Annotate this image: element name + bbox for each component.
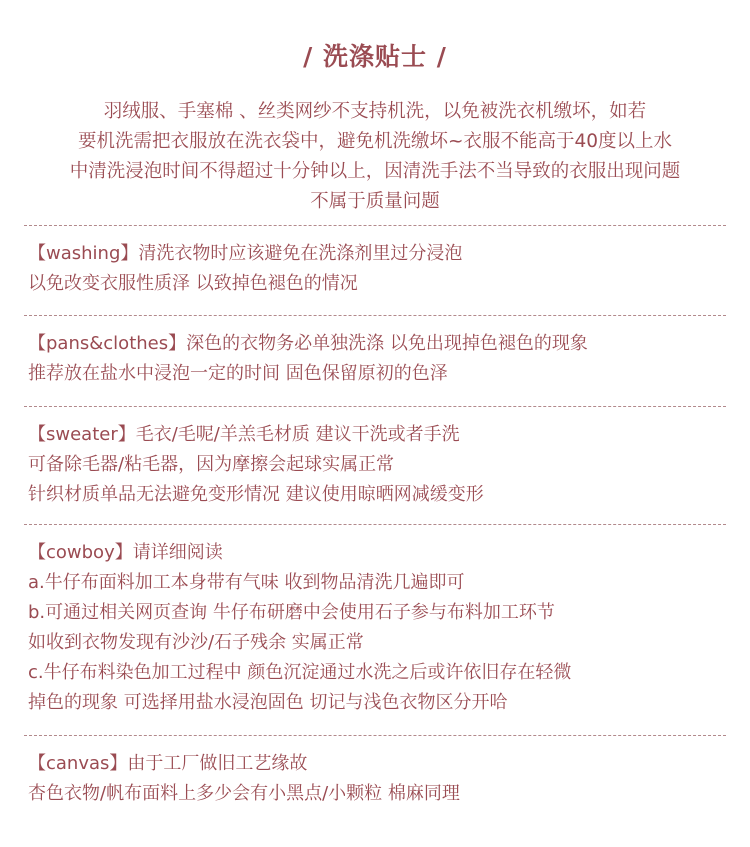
dashed-divider <box>24 315 726 316</box>
canvas-section <box>28 749 730 809</box>
washing-section <box>28 239 730 299</box>
section-line: 以免改变衣服性质泽 以致掉色褪色的情况 <box>28 273 358 294</box>
intro-line: 要机洗需把衣服放在洗衣袋中，避免机洗缴坏~衣服不能高于40度以上水 <box>77 131 673 152</box>
sweater-section <box>28 420 730 510</box>
dashed-divider <box>24 406 726 407</box>
section-line: 【canvas】由于工厂做旧工艺缘故 <box>28 753 308 774</box>
section-line: b.可通过相关网页查询 牛仔布研磨中会使用石子参与布料加工环节 <box>28 602 555 623</box>
section-line: 【pans&clothes】深色的衣物务必单独洗涤 以免出现掉色褪色的现象 <box>28 333 588 354</box>
section-line: 可备除毛器/粘毛器，因为摩擦会起球实属正常 <box>28 454 395 475</box>
section-line: c.牛仔布料染色加工过程中 颜色沉淀通过水洗之后或许依旧存在轻微 <box>28 662 572 683</box>
section-line: 【sweater】毛衣/毛呢/羊羔毛材质 建议干洗或者手洗 <box>28 424 460 445</box>
intro-paragraph <box>20 97 730 217</box>
intro-line: 不属于质量问题 <box>310 191 440 212</box>
section-line: 推荐放在盐水中浸泡一定的时间 固色保留原初的色泽 <box>28 363 448 384</box>
dashed-divider <box>24 735 726 736</box>
section-line: 针织材质单品无法避免变形情况 建议使用晾晒网减缓变形 <box>28 484 484 505</box>
section-line: a.牛仔布面料加工本身带有气味 收到物品清洗几遍即可 <box>28 572 465 593</box>
section-line: 杏色衣物/帆布面料上多少会有小黑点/小颗粒 棉麻同理 <box>28 783 460 804</box>
dashed-divider <box>24 225 726 226</box>
intro-line: 羽绒服、手塞棉 、丝类网纱不支持机洗，以免被洗衣机缴坏，如若 <box>103 101 647 122</box>
dashed-divider <box>24 524 726 525</box>
page-title: / 洗涤贴士 / <box>303 42 447 71</box>
section-line: 【washing】清洗衣物时应该避免在洗涤剂里过分浸泡 <box>28 243 463 264</box>
section-line: 【cowboy】请详细阅读 <box>28 542 223 563</box>
pans-clothes-section <box>28 329 730 389</box>
section-line: 掉色的现象 可选择用盐水浸泡固色 切记与浅色衣物区分开哈 <box>28 692 508 713</box>
cowboy-section <box>28 538 730 718</box>
intro-line: 中清洗浸泡时间不得超过十分钟以上，因清洗手法不当导致的衣服出现问题 <box>69 161 681 182</box>
section-line: 如收到衣物发现有沙沙/石子残余 实属正常 <box>28 632 364 653</box>
